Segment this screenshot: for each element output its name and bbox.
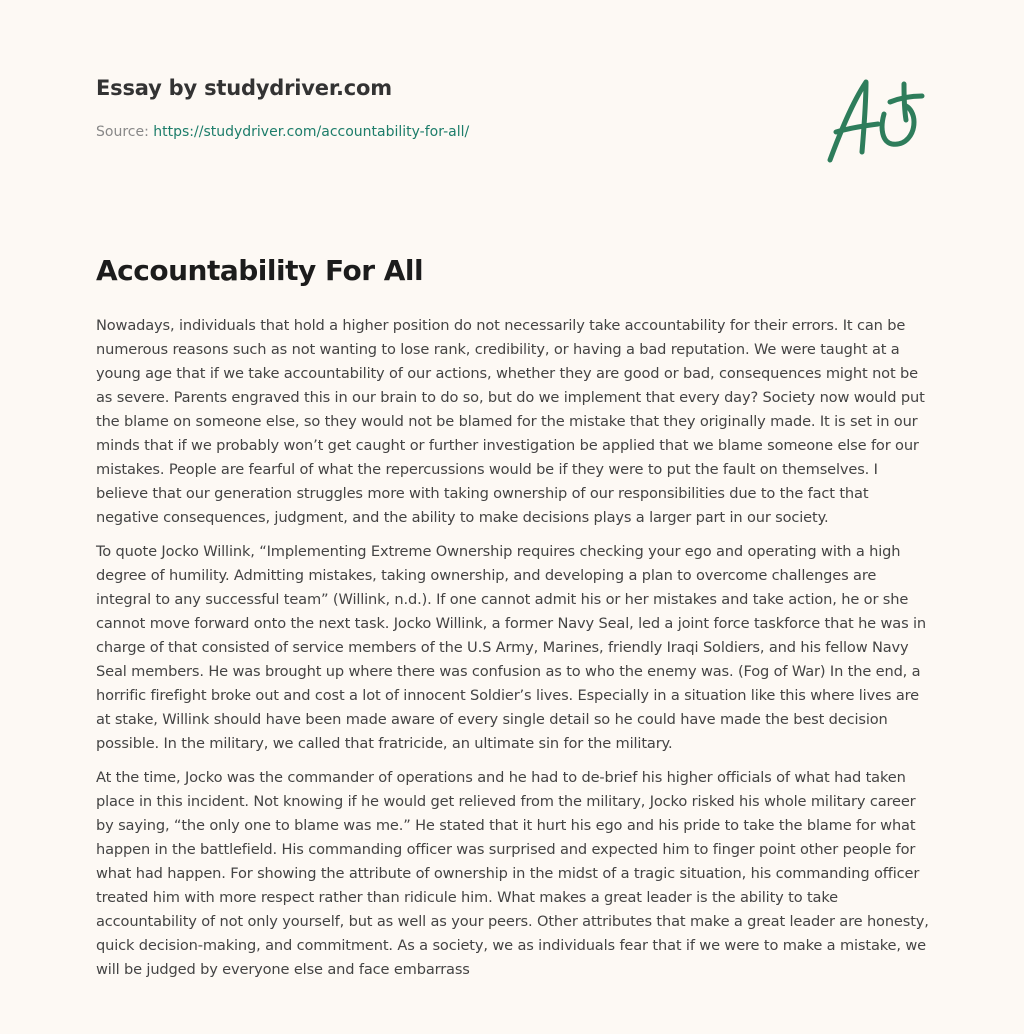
paragraph: To quote Jocko Willink, “Implementing Extreme Ownership requires checking your ego and operating with a high degree of humility. Admitting mistakes, taking ownership, and developing a plan to overcome challenges are integral to any successful team” (Willink, n.d.). If one cannot admit his or her mistakes and take action, he or she cannot move forward onto the next task. Jocko Willink, a former Navy Seal, led a joint force taskforce that he was in charge of that consisted of service members of the U.S Army, Marines, friendly Iraqi Soldiers, and his fellow Navy Seal members. He was brought up where there was confusion as to who the enemy was. (Fog of War) In the end, a horrific firefight broke out and cost a lot of innocent Soldier’s lives. Especially in a situation like this where lives are at stake, Willink should have been made aware of every single detail so he could have made the best decision possible. In the military, we called that fratricide, an ultimate sin for the military.: [96, 543, 927, 752]
article-body: [96, 314, 932, 992]
a-plus-grade-icon: [822, 68, 932, 168]
paragraph: At the time, Jocko was the commander of operations and he had to de-brief his higher officials of what had taken place in this incident. Not knowing if he would get relieved from the military, Jocko risked his whole military career by saying, “the only one to blame was me.” He stated that it hurt his ego and his pride to take the blame for what happen in the battlefield. His commanding officer was surprised and expected him to finger point other people for what had happen. For showing the attribute of ownership in the midst of a tragic situation, his commanding officer treated him with more respect rather than ridicule him. What makes a great leader is the ability to take accountability of not only yourself, but as well as your peers. Other attributes that make a great leader are honesty, quick decision-making, and commitment. As a society, we as individuals fear that if we were to make a mistake, we will be judged by everyone else and face embarrass: [96, 769, 929, 978]
source-line: [96, 124, 469, 140]
paragraph: Nowadays, individuals that hold a higher position do not necessarily take accountability for their errors. It can be numerous reasons such as not wanting to lose rank, credibility, or having a bad reputation. We were taught at a young age that if we take accountability of our actions, whether they are good or bad, consequences might not be as severe. Parents engraved this in our brain to do so, but do we implement that every day? Society now would put the blame on someone else, so they would not be blamed for the mistake that they originally made. It is set in our minds that if we probably won’t get caught or further investigation be applied that we blame someone else for our mistakes. People are fearful of what the repercussions would be if they were to put the fault on themselves. I believe that our generation struggles more with taking ownership of our responsibilities due to the fact that negative consequences, judgment, and the ability to make decisions plays a larger part in our society.: [96, 317, 925, 526]
page-header: [0, 0, 1024, 240]
source-link[interactable]: https://studydriver.com/accountability-for-all/: [153, 124, 470, 140]
site-title: Essay by studydriver.com: [96, 76, 392, 100]
article-title: Accountability For All: [96, 254, 424, 287]
source-label: Source:: [96, 124, 149, 140]
